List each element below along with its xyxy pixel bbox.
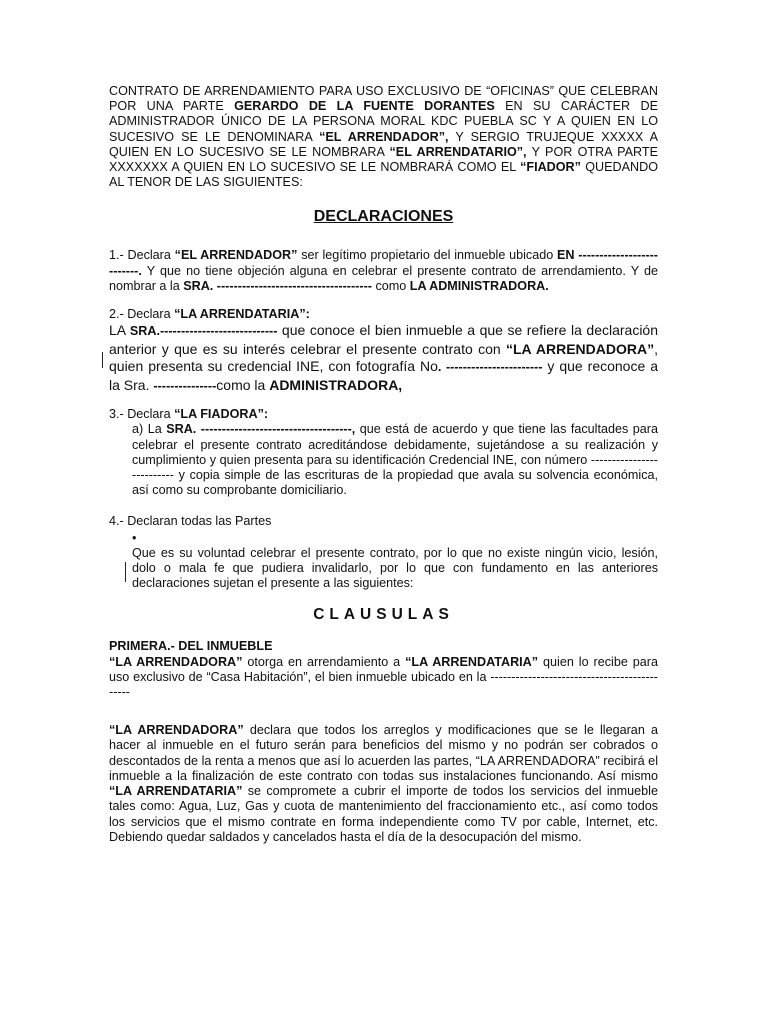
intro-text: EN SU CARÁCTER DE ADMINISTRADOR ÚNICO DE LA PERSONA MORAL KDC PUEBLA SC Y A QUIEN EN LO SUCESIVO SE LE DENOMINARA [109,99,658,144]
clause-bold: “LA ARRENDATARIA” [405,654,539,669]
declaration-4: Que es su voluntad celebrar el presente contrato, por lo que no existe ningún vicio, lesión, dolo o mala fe que pudiera invalidarlo, por lo que con fundamento en las anteriores declaraciones sujetan el presente a las siguientes: [132,545,658,591]
declaration-2-heading [109,307,658,322]
decl-text: que conoce el bien inmueble a que se refiere la declaración anterior y que es su interés celebrar el presente contrato con [109,322,659,357]
decl-text: como [371,278,410,293]
intro-paragraph [109,84,658,190]
decl-text: a) La [132,422,167,437]
decl-bold: SRA. ------------------------------------, [166,422,356,437]
decl-bold: SRA.---------------------------- [129,324,278,339]
declaration-2 [109,322,658,395]
clause-text: se compromete a cubrir el importe de todos los servicios del inmueble tales como: Agua, Luz, Gas y cuota de mantenimiento del fraccionamiento etc., así como todos los servicios que el mismo contrate en forma independiente como TV por cable, Internet, etc. Debiendo quedar saldados y cancelados hasta el día de la desocupación del mismo. [109,784,658,844]
decl-text: que está de acuerdo y que tiene las facultades para celebrar el presente contrato acreditándose debidamente, sujetándose a su realización y cumplimiento y quien presenta para su identificación Credencial INE, con número -------------------------- y copia simple de las escrituras de la propiedad que avala su solvencia económica, así como su comprobante domiciliario. [132,422,658,498]
decl-text: 1.- Declara [109,248,175,263]
decl-bold: EN --------------------------. [109,248,658,278]
primera-heading [109,639,658,654]
decl-text: LA [109,322,130,339]
contract-page [109,84,658,845]
decl-bold: LA ADMINISTRADORA. [409,278,549,293]
text-cursor-mark [102,352,103,368]
clause-text: declara que todos los arreglos y modificaciones que se le llegaran a hacer al inmueble en el futuro serán para beneficios del mismo y no podrán ser cobrados o descontados de la renta a menos que así lo acuerden las partes, “LA ARRENDADORA” recibirá el inmueble a la finalización de este contrato con todas sus instalaciones funcionando. Así mismo [109,723,658,783]
clause-paragraph-2 [109,723,658,845]
declaration-3-heading [109,407,658,422]
arrendatario-label: “EL ARRENDATARIO”, [389,144,527,159]
declaration-4-heading: 4.- Declaran todas las Partes [109,514,272,529]
decl-bold: . ----------------------- [437,360,543,375]
clause-bold: “LA ARRENDADORA” [109,654,243,669]
decl-bold: --------------- [153,378,217,393]
decl-text: como la [216,376,270,393]
decl-bold: ADMINISTRADORA, [269,376,403,393]
intro-text: Y SERGIO TRUJEQUE XXXXX A QUIEN EN LO SUCESIVO SE LE NOMBRARA [109,129,658,159]
clause-primera [109,655,658,701]
decl-bold: “LA FIADORA”: [174,407,269,422]
clause-text: otorga en arrendamiento a [242,654,406,669]
decl-text: Y que no tiene objeción alguna en celebrar el presente contrato de arrendamiento. Y de nombrar a la [109,263,658,293]
arrendador-label: “EL ARRENDADOR”, [319,129,449,144]
decl-text: y que reconoce a la Sra. [109,358,658,393]
declaration-3 [132,422,658,498]
decl-bold: “LA ARRENDATARIA”: [174,307,310,322]
fiador-label: “FIADOR” [520,160,581,175]
bullet-mark: • [132,530,137,545]
decl-bold: “LA ARRENDADORA” [505,340,655,357]
intro-text: Y POR OTRA PARTE XXXXXXX A QUIEN EN LO SUCESIVO SE LE NOMBRARÁ COMO EL [109,144,659,175]
clause-text: quien lo recibe para uso exclusivo de “Casa Habitación”, el bien inmueble ubicado en la --------------------------------------------- [109,654,658,700]
decl-bold: SRA. ------------------------------------- [183,278,372,293]
decl-text: , quien presenta su credencial INE, con fotografía No [109,340,658,375]
decl-text: ser legítimo propietario del inmueble ubicado [297,248,558,263]
intro-text: QUEDANDO AL TENOR DE LAS SIGUIENTES: [109,160,658,190]
clause-bold: “LA ARRENDADORA” [109,723,244,738]
decl-bold: “EL ARRENDADOR” [174,248,298,263]
declaraciones-heading: DECLARACIONES [313,208,454,226]
clause-bold: “LA ARRENDATARIA” [109,784,243,799]
decl-text: 2.- Declara [109,307,175,322]
intro-text: CONTRATO DE ARRENDAMIENTO PARA USO EXCLUSIVO DE “OFICINAS” QUE CELEBRAN POR UNA PARTE [109,84,658,114]
clausulas-heading: CLAUSULAS [313,606,454,624]
arrendador-name: GERARDO DE LA FUENTE DORANTES [234,99,495,114]
clause-heading: PRIMERA.- DEL INMUEBLE [109,639,273,654]
decl-text: 3.- Declara [109,407,175,422]
declaration-1 [109,248,658,294]
